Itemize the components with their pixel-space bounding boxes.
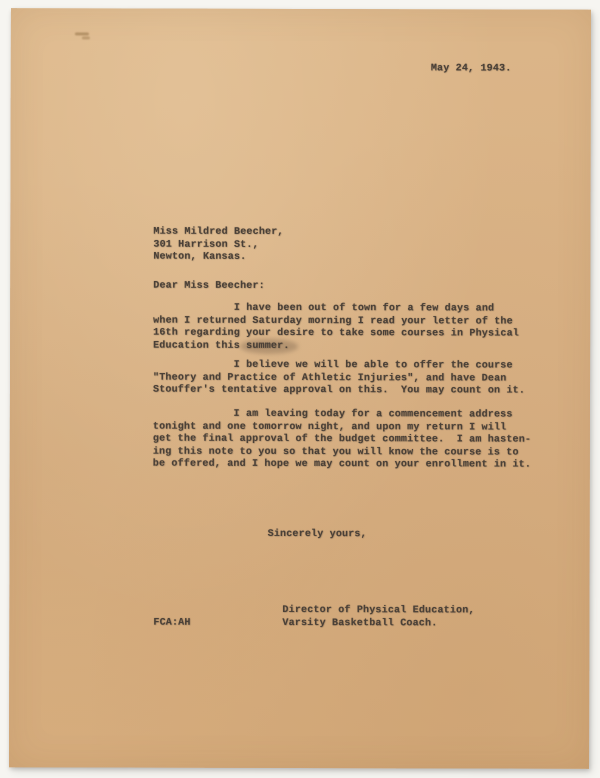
salutation: Dear Miss Beecher: xyxy=(153,280,265,292)
recipient-address: Miss Mildred Beecher, 301 Harrison St., Newton, Kansas. xyxy=(153,226,284,263)
letter-date: May 24, 1943. xyxy=(430,63,512,75)
body-paragraph-2: I believe we will be able to offer the course "Theory and Practice of Athletic Injuries", and have Dean Stouffer's tentative approval on this. You may count on it. xyxy=(152,359,526,397)
typist-initials: FCA:AH xyxy=(153,617,191,629)
closing-line: Sincerely yours, xyxy=(267,528,367,541)
paper-corner-smudge xyxy=(75,32,89,35)
body-paragraph-3: I am leaving today for a commencement address tonight and one tomorrow night, and upon my return I will get the final approval of the budget committee. I am hasten- ing this note to you so that you will know the course is to be offered, and I hope we may count on your enrollment in it. xyxy=(152,408,532,471)
signature-titles: Director of Physical Education, Varsity Basketball Coach. xyxy=(282,604,475,629)
letter-paper xyxy=(9,8,591,769)
body-paragraph-1: I have been out of town for a few days and when I returned Saturday morning I read your letter of the 16th regarding your desire to take some courses in Physical Education this summer. xyxy=(153,302,520,352)
